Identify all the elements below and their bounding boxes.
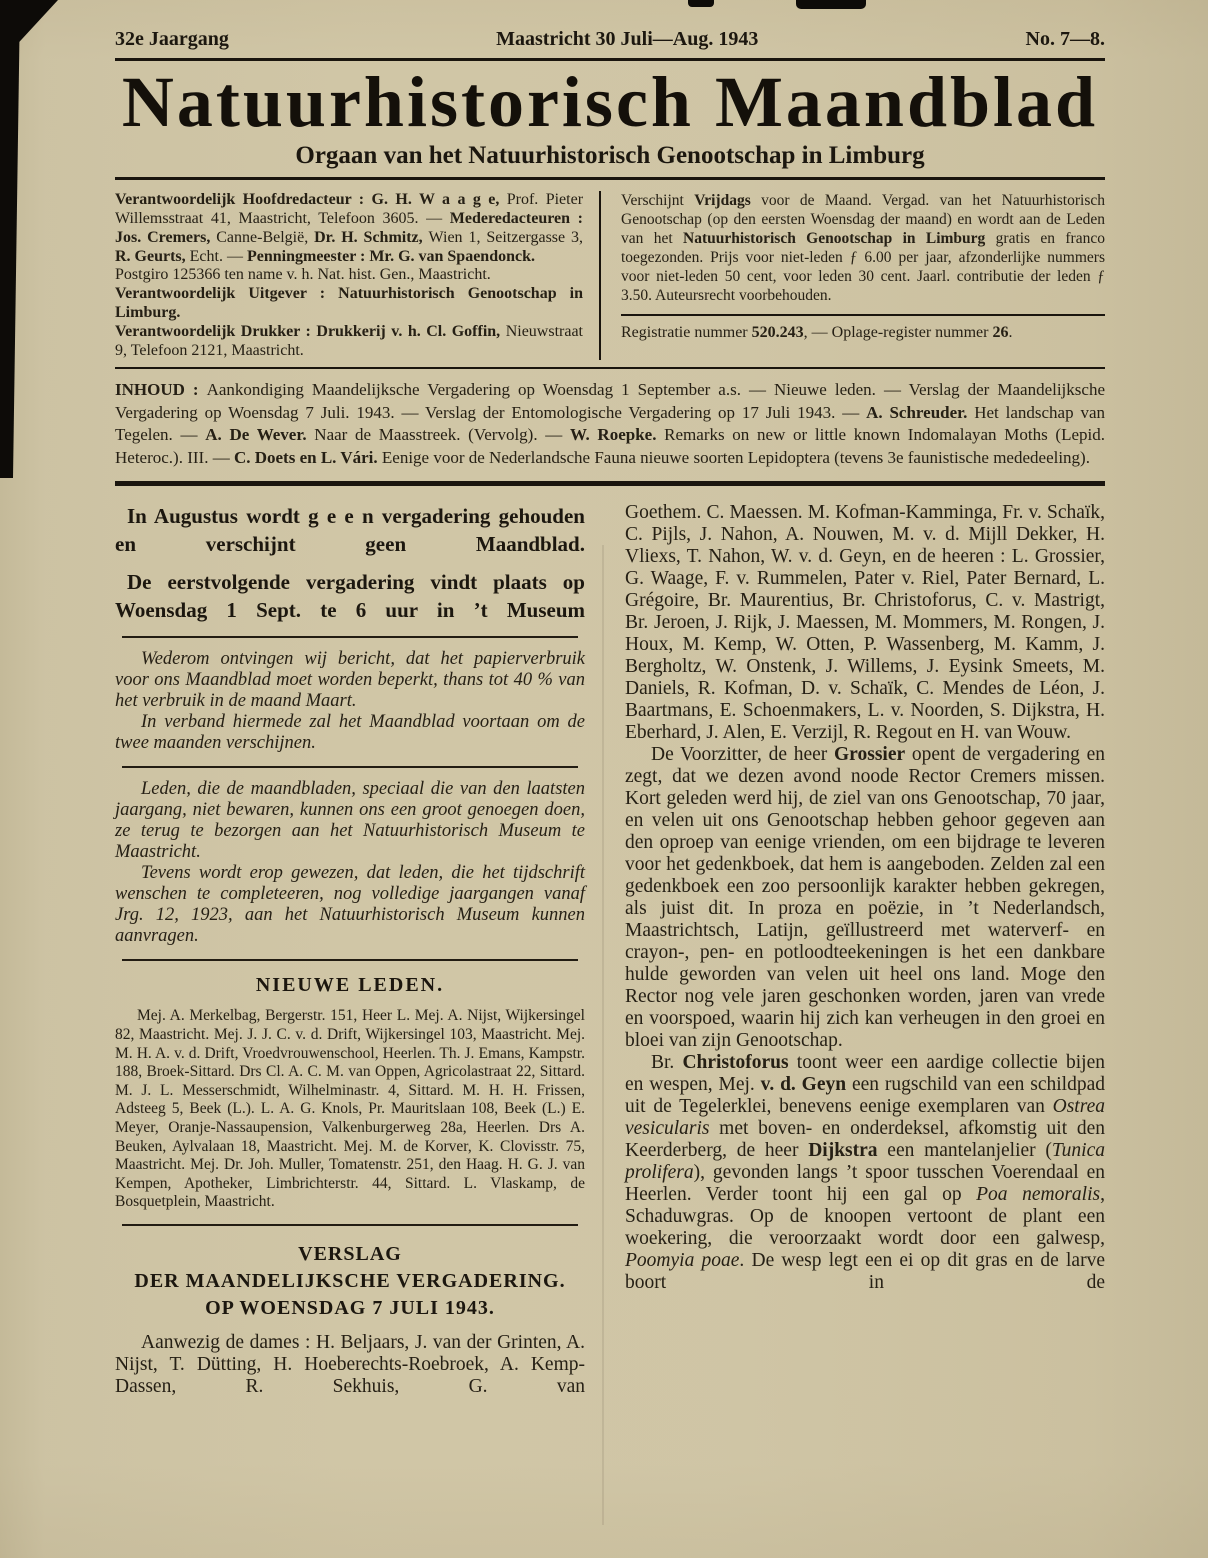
report-heading-line-1: VERSLAG — [298, 1242, 402, 1265]
subtitle-rule — [115, 177, 1105, 180]
column-rule-4 — [122, 1224, 578, 1226]
new-members-list: Mej. A. Merkelbag, Bergerstr. 151, Heer L. Mej. A. Nijst, Wijkersingel 82, Maastricht. Mej. J. J. C. v. d. Drift, Wijkersingel 103, Maastricht. Mej. M. H. A. v. d. Drift, Vroedvrouwenschool, Heerlen. Th. J. Emans, Kampstr. 188, Broek-Sittard. Drs Cl. A. C. M. van Oppen, Agricolastraat 22, Sittard. M. J. L. Messerschmidt, Wilhelminastr. 4, Sittard. M. H. H. Frissen, Adsteeg 5, Beek (L.). L. A. G. Knols, Pr. Mauritslaan 108, Beek (L.) E. Meyer, Oranje-Nassaupension, Valkenburgerweg 28a, Heerlen. Drs A. Beuken, Aylvalaan 18, Maastricht. Mej. M. de Korver, K. Clovisstr. 75, Maastricht. Mej. Dr. Joh. Muller, Tomatenstr. 251, den Haag. H. G. J. van Kempen, Apotheker, Limbrichterstr. 44, Sittard. L. Vlaskamp, de Bosquetplein, Maastricht. — [115, 1007, 585, 1211]
chairman-paragraph: De Voorzitter, de heer Grossier opent de vergadering en zegt, dat we dezen avond noode Rector Cremers missen. Kort geleden werd hij, de ziel van ons Genootschap, 70 jaar, en velen uit ons Genootschap hebben gehoor gegeven aan den oproep van eenige vrienden, om een bijdrage te leveren voor het gedenkboek, dat hem is aangeboden. Zelden zal een gedenkboek een zoo persoonlijk karakter hebben gekregen, als juist dit. In proza en poëzie, in ’t Nederlandsch, Maastrichtsch, Latijn, geïllustreerd met waterverf- en crayon-, pen- en potloodteekeningen is het een dankbare hulde geworden van velen uit heel ons land. Moge den Rector nog vele jaren geschonken worden, jaren van vrede en voorspoed, waarin hij zich kan verheugen in den groei en bloei van zijn Genootschap. — [625, 744, 1106, 1052]
report-heading-line-3: OP WOENSDAG 7 JULI 1943. — [205, 1296, 495, 1319]
column-rule-2 — [122, 766, 578, 768]
exhibits-paragraph: Br. Christoforus toont weer een aardige collectie bijen en wespen, Mej. v. d. Geyn een rugschild van een schildpad uit de Tegelerklei, benevens eenige exemplaren van Ostrea vesicularis met boven- en onderdeksel, afkomstig uit den Keerderberg, de heer Dijkstra een mantelanjelier (Tunica prolifera), gevonden langs ’t spoor tusschen Voerendaal en Heerlen. Verder toont hij een gal op Poa nemoralis, Schaduwgras. Op de knoopen vertoont de plant een woekering, die veroorzaakt wordt door een galwesp, Poomyia poae. De wesp legt een ei op dit gras en de larve boort in de — [625, 1052, 1105, 1294]
issue-date: Maastricht 30 Juli—Aug. 1943 — [496, 28, 759, 50]
report-heading-line-2: DER MAANDELIJKSCHE VERGADERING. — [134, 1269, 566, 1292]
left-column — [115, 502, 585, 1398]
report-heading — [115, 1241, 585, 1322]
paper-restriction-notice — [115, 649, 585, 754]
column-rule-1 — [122, 636, 578, 638]
new-members-heading: NIEUWE LEDEN. — [255, 974, 445, 997]
scan-top-mark-small — [688, 0, 714, 7]
header-rule — [115, 58, 1105, 61]
return-notice-paragraph-1: Leden, die de maandbladen, speciaal die van den laatsten jaargang, niet bewaren, kunnen ons een groot genoegen doen, ze terug te bezorgen aan het Natuurhistorisch Museum te Maastricht. — [115, 779, 585, 863]
printer-paragraph: Verantwoordelijk Drukker : Drukkerij v. h. Cl. Goffin, Nieuwstraat 9, Telefoon 2121, Maastricht. — [115, 322, 583, 359]
page-title: Natuurhistorisch Maandblad — [121, 62, 1099, 142]
next-meeting-announcement: De eerstvolgende vergadering vindt plaats op Woensdag 1 Sept. te 6 uur in ’t Museum — [115, 570, 585, 623]
return-issues-notice — [115, 779, 585, 947]
table-of-contents: INHOUD : Aankondiging Maandelijksche Vergadering op Woensdag 1 September a.s. — Nieuwe leden. — Verslag der Maandelijksche Vergadering op Woensdag 7 Juli. 1943. — Verslag der Entomologische Vergadering op 17 Juli 1943. — A. Schreuder. Het landschap van Tegelen. — A. De Wever. Naar de Maasstreek. (Vervolg). — W. Roepke. Remarks on new or little known Indomalayan Moths (Lepid. Heteroc.). III. — C. Doets en L. Vári. Eenige voor de Nederlandsche Fauna nieuwe soorten Lepidoptera (tevens 3e faunistische mededeeling). — [115, 380, 1105, 467]
body-columns — [115, 502, 1105, 1398]
editors-paragraph: Verantwoordelijk Hoofdredacteur : G. H. W a a g e, Prof. Pieter Willemsstraat 41, Maastricht, Telefoon 3605. — Mederedacteuren : Jos. Cremers, Canne-België, Dr. H. Schmitz, Wien 1, Seitzergasse 3, R. Geurts, Echt. — Penningmeester : Mr. G. van Spaendonck. — [115, 191, 584, 265]
paper-notice-paragraph-2: In verband hiermede zal het Maandblad voortaan om de twee maanden verschijnen. — [115, 712, 585, 754]
toc-bottom-rule — [115, 481, 1105, 486]
volume-label: 32e Jaargang — [115, 28, 229, 50]
page-subtitle: Orgaan van het Natuurhistorisch Genootschap in Limburg — [295, 142, 925, 170]
no-meeting-announcement: In Augustus wordt g e e n vergadering gehouden en verschijnt geen Maandblad. — [115, 504, 585, 557]
issue-header — [115, 28, 1105, 51]
column-rule-3 — [122, 959, 578, 961]
scan-top-mark-large — [796, 0, 866, 9]
masthead — [115, 191, 1105, 360]
editorial-info — [115, 191, 599, 360]
attendees-paragraph: Aanwezig de dames : H. Beljaars, J. van der Grinten, A. Nijst, T. Dütting, H. Hoeberechts-Roebroek, A. Kemp-Dassen, R. Sekhuis, G. van — [115, 1331, 585, 1397]
return-notice-paragraph-2: Tevens wordt erop gewezen, dat leden, die het tijdschrift wenschen te completeeren, nog volledige jaargangen vanaf Jrg. 12, 1923, aan het Natuurhistorisch Museum kunnen aanvragen. — [115, 863, 585, 947]
issue-number: No. 7—8. — [1025, 28, 1105, 50]
registration-line: Registratie nummer 520.243, — Oplage-register nummer 26. — [621, 324, 1013, 342]
masthead-bottom-rule — [115, 367, 1105, 369]
scan-edge-artifact-left — [0, 0, 20, 478]
postgiro-paragraph: Postgiro 125366 ten name v. h. Nat. hist. Gen., Maastricht. — [115, 266, 491, 284]
attendees-continued-paragraph: Goethem. C. Maessen. M. Kofman-Kamminga, Fr. v. Schaïk, C. Pijls, J. Nahon, A. Nouwen, M. v. d. Mijll Dekker, H. Vliexs, T. Nahon, W. v. d. Geyn, en de heeren : L. Grossier, G. Waage, F. v. Rummelen, Pater v. Riel, Pater Bernard, L. Grégoire, Br. Maurentius, Br. Christoforus, C. v. Mastrigt, Br. Jeroen, J. Rijk, J. Maessen, M. Mommers, M. Rongen, J. Houx, M. Kemp, W. Otten, P. Wassenberg, M. Kamm, J. Bergholtz, W. Onstenk, J. Willems, J. Eysink Smeets, M. Daniels, R. Kofman, D. v. Schaïk, C. Mendes de Léon, J. Baartmans, E. Schoenmakers, L. v. Noorden, S. Dijkstra, H. Eberhard, J. Alen, E. Verzijl, R. Regout en H. van Wouw. — [625, 502, 1105, 744]
registration-rule — [621, 314, 1105, 316]
paper-notice-paragraph-1: Wederom ontvingen wij bericht, dat het papierverbruik voor ons Maandblad moet worden beperkt, thans tot 40 % van het verbruik in de maand Maart. — [115, 649, 585, 712]
page-content — [115, 28, 1105, 1398]
scan-corner-artifact — [0, 0, 58, 44]
subscription-paragraph: Verschijnt Vrijdags voor de Maand. Vergad. van het Natuurhistorisch Genootschap (op den eersten Woensdag der maand) en wordt aan de Leden van het Natuurhistorisch Genootschap in Limburg gratis en franco toegezonden. Prijs voor niet-leden ƒ 6.00 per jaar, afzonderlijke nummers voor niet-leden 50 cent, voor leden 30 cent. Jaarl. contributie der leden ƒ 3.50. Auteursrecht voorbehouden. — [621, 192, 1105, 305]
right-column — [625, 502, 1105, 1398]
subscription-info — [601, 191, 1105, 360]
publisher-paragraph: Verantwoordelijk Uitgever : Natuurhistorisch Genootschap in Limburg. — [115, 285, 583, 321]
